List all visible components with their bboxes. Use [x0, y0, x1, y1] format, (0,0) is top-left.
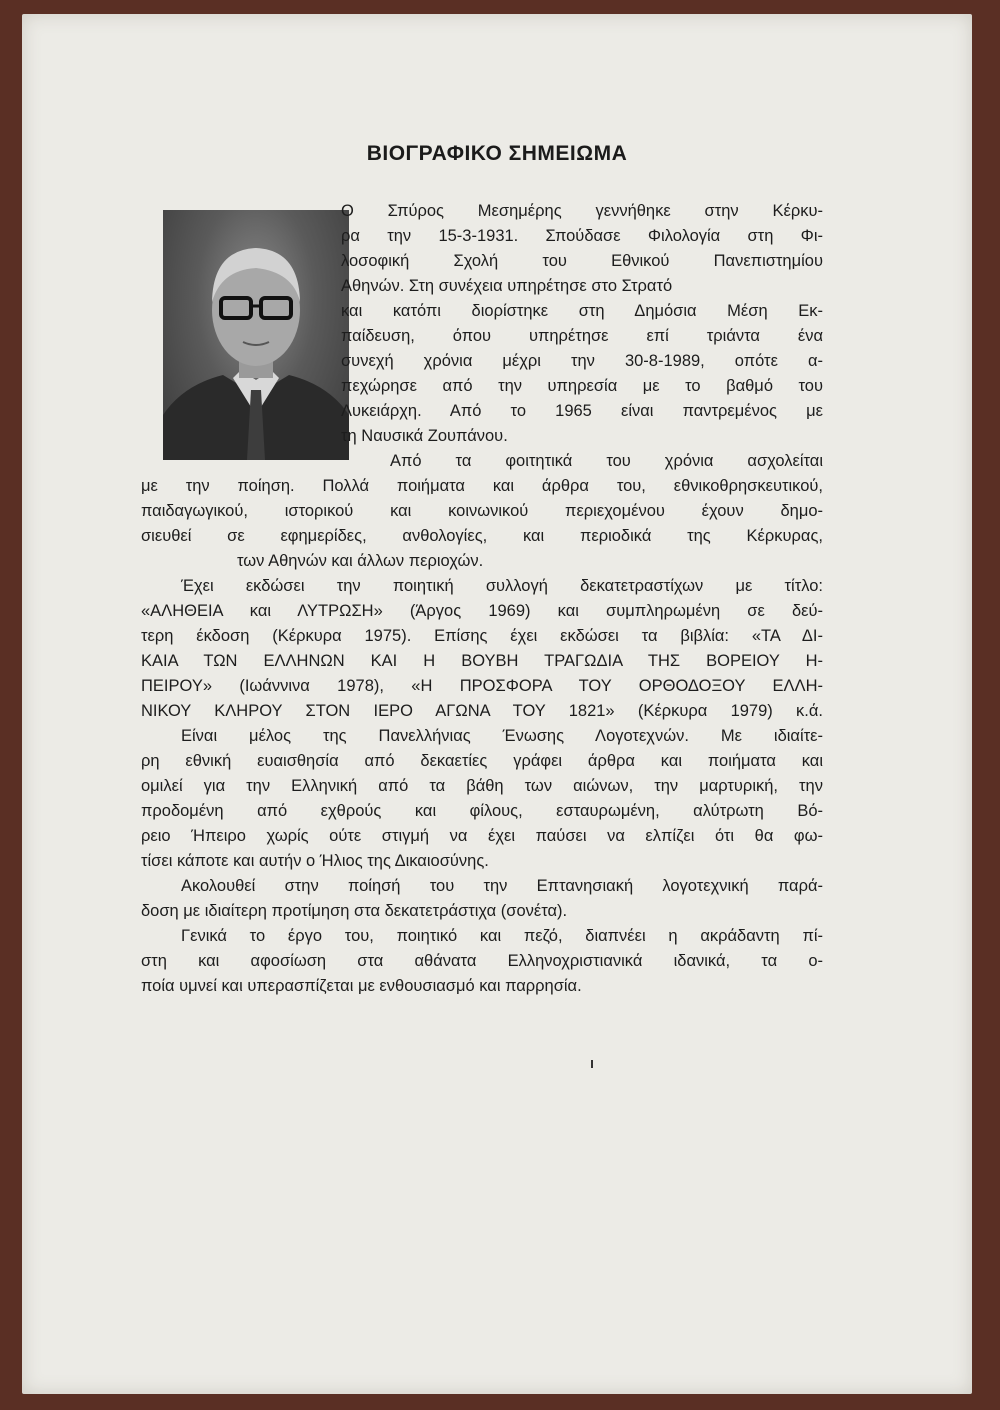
text-line: και κατόπι διορίστηκε στη Δημόσια Μέση Εκ-	[341, 302, 823, 320]
text-line: τίσει κάποτε και αυτήν ο Ήλιος της Δικαιοσύνης.	[141, 852, 489, 870]
text-line: συνεχή χρόνια μέχρι την 30-8-1989, οπότε α-	[341, 352, 823, 370]
print-mark	[591, 1060, 593, 1068]
biography-text	[22, 14, 972, 1394]
text-line: σιευθεί σε εφημερίδες, ανθολογίες, και περιοδικά της Κέρκυρας,	[141, 527, 823, 545]
text-line: ποία υμνεί και υπερασπίζεται με ενθουσιασμό και παρρησία.	[141, 977, 582, 995]
text-line: τη Ναυσικά Ζουπάνου.	[341, 427, 508, 445]
text-line: προδομένη από εχθρούς και φίλους, εσταυρωμένη, αλύτρωτη Βό-	[141, 802, 823, 820]
text-line: ρειο Ήπειρο χωρίς ούτε στιγμή να έχει παύσει να ελπίζει ότι θα φω-	[141, 827, 823, 845]
text-line: πεχώρησε από την υπηρεσία με το βαθμό του	[341, 377, 823, 395]
text-line: ρη εθνική ευαισθησία από δεκαετίες γράφει άρθρα και ποιήματα και	[141, 752, 823, 770]
text-line: ομιλεί για την Ελληνική από τα βάθη των αιώνων, την μαρτυρική, την	[141, 777, 823, 795]
text-line: «ΑΛΗΘΕΙΑ και ΛΥΤΡΩΣΗ» (Άργος 1969) και συμπληρωμένη σε δεύ-	[141, 602, 823, 620]
text-line: παιδαγωγικού, ιστορικού και κοινωνικού περιεχομένου έχουν δημο-	[141, 502, 823, 520]
text-line: Γενικά το έργο του, ποιητικό και πεζό, διαπνέει η ακράδαντη πί-	[181, 927, 823, 945]
text-line: τερη έκδοση (Κέρκυρα 1975). Επίσης έχει εκδώσει τα βιβλία: «ΤΑ ΔΙ-	[141, 627, 823, 645]
text-line: των Αθηνών και άλλων περιοχών.	[237, 552, 484, 570]
text-line: ΝΙΚΟΥ ΚΛΗΡΟΥ ΣΤΟΝ ΙΕΡΟ ΑΓΩΝΑ ΤΟΥ 1821» (Κέρκυρα 1979) κ.ά.	[141, 702, 823, 720]
text-line: Από τα φοιτητικά του χρόνια ασχολείται	[390, 452, 823, 470]
text-line: Έχει εκδώσει την ποιητική συλλογή δεκατετραστίχων με τίτλο:	[181, 577, 823, 595]
text-line: ΚΑΙΑ ΤΩΝ ΕΛΛΗΝΩΝ ΚΑΙ Η ΒΟΥΒΗ ΤΡΑΓΩΔΙΑ ΤΗΣ ΒΟΡΕΙΟΥ Η-	[141, 652, 823, 670]
text-line: Ο Σπύρος Μεσημέρης γεννήθηκε στην Κέρκυ-	[341, 202, 823, 220]
text-line: λοσοφική Σχολή του Εθνικού Πανεπιστημίου	[341, 252, 823, 270]
text-line: Ακολουθεί στην ποίησή του την Επτανησιακή λογοτεχνική παρά-	[181, 877, 823, 895]
text-line: στη και αφοσίωση στα αθάνατα Ελληνοχριστιανικά ιδανικά, τα ο-	[141, 952, 823, 970]
text-line: Λυκειάρχη. Από το 1965 είναι παντρεμένος με	[341, 402, 823, 420]
text-line: Αθηνών. Στη συνέχεια υπηρέτησε στο Στρατό	[341, 277, 673, 295]
text-line: δοση με ιδιαίτερη προτίμηση στα δεκατετράστιχα (σονέτα).	[141, 902, 568, 920]
text-line: Είναι μέλος της Πανελλήνιας Ένωσης Λογοτεχνών. Με ιδιαίτε-	[181, 727, 823, 745]
page-title: ΒΙΟΓΡΑΦΙΚΟ ΣΗΜΕΙΩΜΑ	[366, 142, 628, 165]
text-line: ρα την 15-3-1931. Σπούδασε Φιλολογία στη Φι-	[341, 227, 823, 245]
text-line: με την ποίηση. Πολλά ποιήματα και άρθρα του, εθνικοθρησκευτικού,	[141, 477, 823, 495]
document-page	[22, 14, 972, 1394]
text-line: ΠΕΙΡΟΥ» (Ιωάννινα 1978), «Η ΠΡΟΣΦΟΡΑ ΤΟΥ ΟΡΘΟΔΟΞΟΥ ΕΛΛΗ-	[141, 677, 823, 695]
text-line: παίδευση, όπου υπηρέτησε επί τριάντα ένα	[341, 327, 823, 345]
